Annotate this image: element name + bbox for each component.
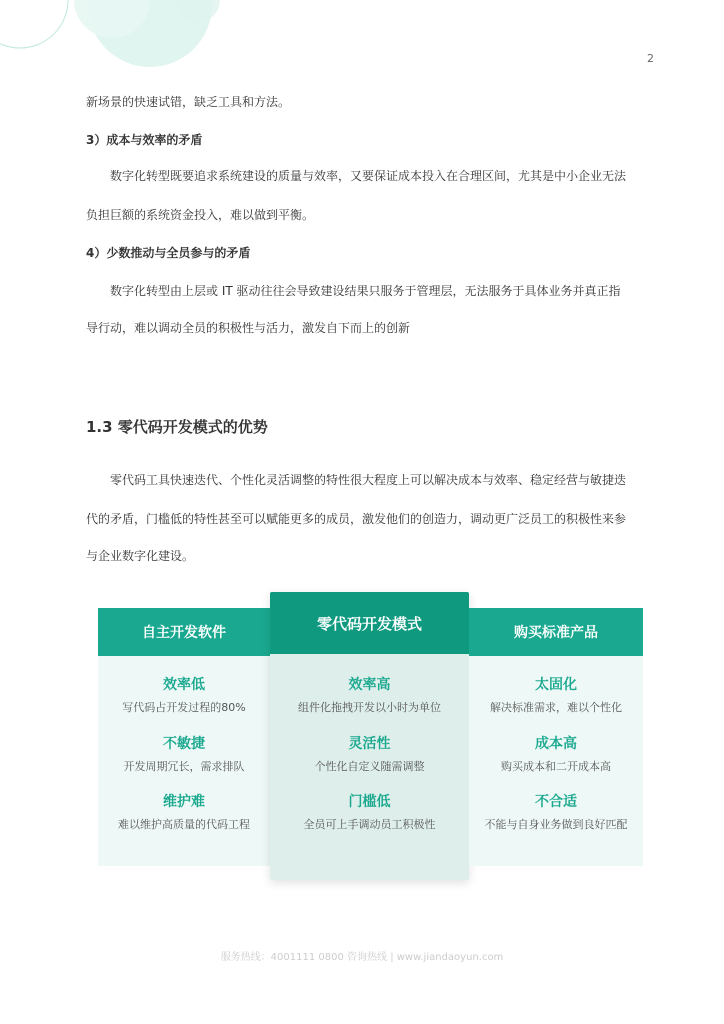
paragraph-line: 新场景的快速试错，缺乏工具和方法。 <box>86 95 291 109</box>
subheading-cost-efficiency: 3）成本与效率的矛盾 <box>86 133 203 147</box>
item-description: 写代码占开发过程的80% <box>122 701 246 714</box>
comparison-column-custom-dev <box>98 608 270 866</box>
comparison-item <box>270 735 469 775</box>
item-description: 全员可上手调动员工积极性 <box>303 818 436 831</box>
comparison-item <box>98 676 270 716</box>
paragraph-line: 导行动，难以调动全员的积极性与活力，激发自下而上的创新 <box>86 321 411 335</box>
item-description: 不能与自身业务做到良好匹配 <box>484 818 628 831</box>
column-header: 零代码开发模式 <box>270 592 469 654</box>
comparison-item <box>270 676 469 716</box>
item-title: 门槛低 <box>348 794 391 810</box>
comparison-item <box>469 676 643 716</box>
paragraph-line: 数字化转型由上层或 IT 驱动往往会导致建设结果只服务于管理层，无法服务于具体业务并真正指 <box>110 284 621 298</box>
item-title: 效率高 <box>348 677 391 693</box>
paragraph-line: 负担巨额的系统资金投入，难以做到平衡。 <box>86 208 315 222</box>
comparison-item <box>98 793 270 833</box>
paragraph-line: 代的矛盾，门槛低的特性甚至可以赋能更多的成员，激发他们的创造力，调动更广泛员工的积极性来参 <box>86 512 627 526</box>
paragraph-line: 零代码工具快速迭代、个性化灵活调整的特性很大程度上可以解决成本与效率、稳定经营与敏捷迭 <box>110 473 627 487</box>
page-number: 2 <box>647 52 654 65</box>
comparison-item <box>469 735 643 775</box>
section-title: 1.3 零代码开发模式的优势 <box>86 418 268 436</box>
comparison-column-standard-product <box>469 608 643 866</box>
footer-contact: 服务热线：4001111 0800 咨询热线 | www.jiandaoyun.com <box>220 952 504 963</box>
item-description: 开发周期冗长，需求排队 <box>123 760 245 773</box>
item-description: 解决标准需求，难以个性化 <box>490 701 622 714</box>
paragraph-line: 数字化转型既要追求系统建设的质量与效率，又要保证成本投入在合理区间，尤其是中小企业无法 <box>110 169 627 183</box>
decorative-circles <box>0 0 230 70</box>
column-header: 自主开发软件 <box>98 608 270 656</box>
item-description: 组件化拖拽开发以小时为单位 <box>298 701 441 714</box>
comparison-item <box>98 735 270 775</box>
column-header: 购买标准产品 <box>469 608 643 656</box>
item-title: 太固化 <box>535 677 577 693</box>
item-title: 维护难 <box>163 794 205 810</box>
item-title: 不合适 <box>535 794 577 810</box>
item-title: 不敏捷 <box>163 736 205 752</box>
paragraph-line: 与企业数字化建设。 <box>86 549 195 563</box>
item-title: 灵活性 <box>348 736 391 752</box>
item-description: 个性化自定义随需调整 <box>314 760 425 773</box>
item-title: 成本高 <box>535 736 577 752</box>
item-description: 难以维护高质量的代码工程 <box>118 818 250 831</box>
item-description: 购买成本和二开成本高 <box>501 760 611 773</box>
subheading-participation: 4）少数推动与全员参与的矛盾 <box>86 246 251 260</box>
item-title: 效率低 <box>163 677 205 693</box>
comparison-item <box>469 793 643 833</box>
comparison-column-zero-code <box>270 592 469 880</box>
comparison-item <box>270 793 469 833</box>
